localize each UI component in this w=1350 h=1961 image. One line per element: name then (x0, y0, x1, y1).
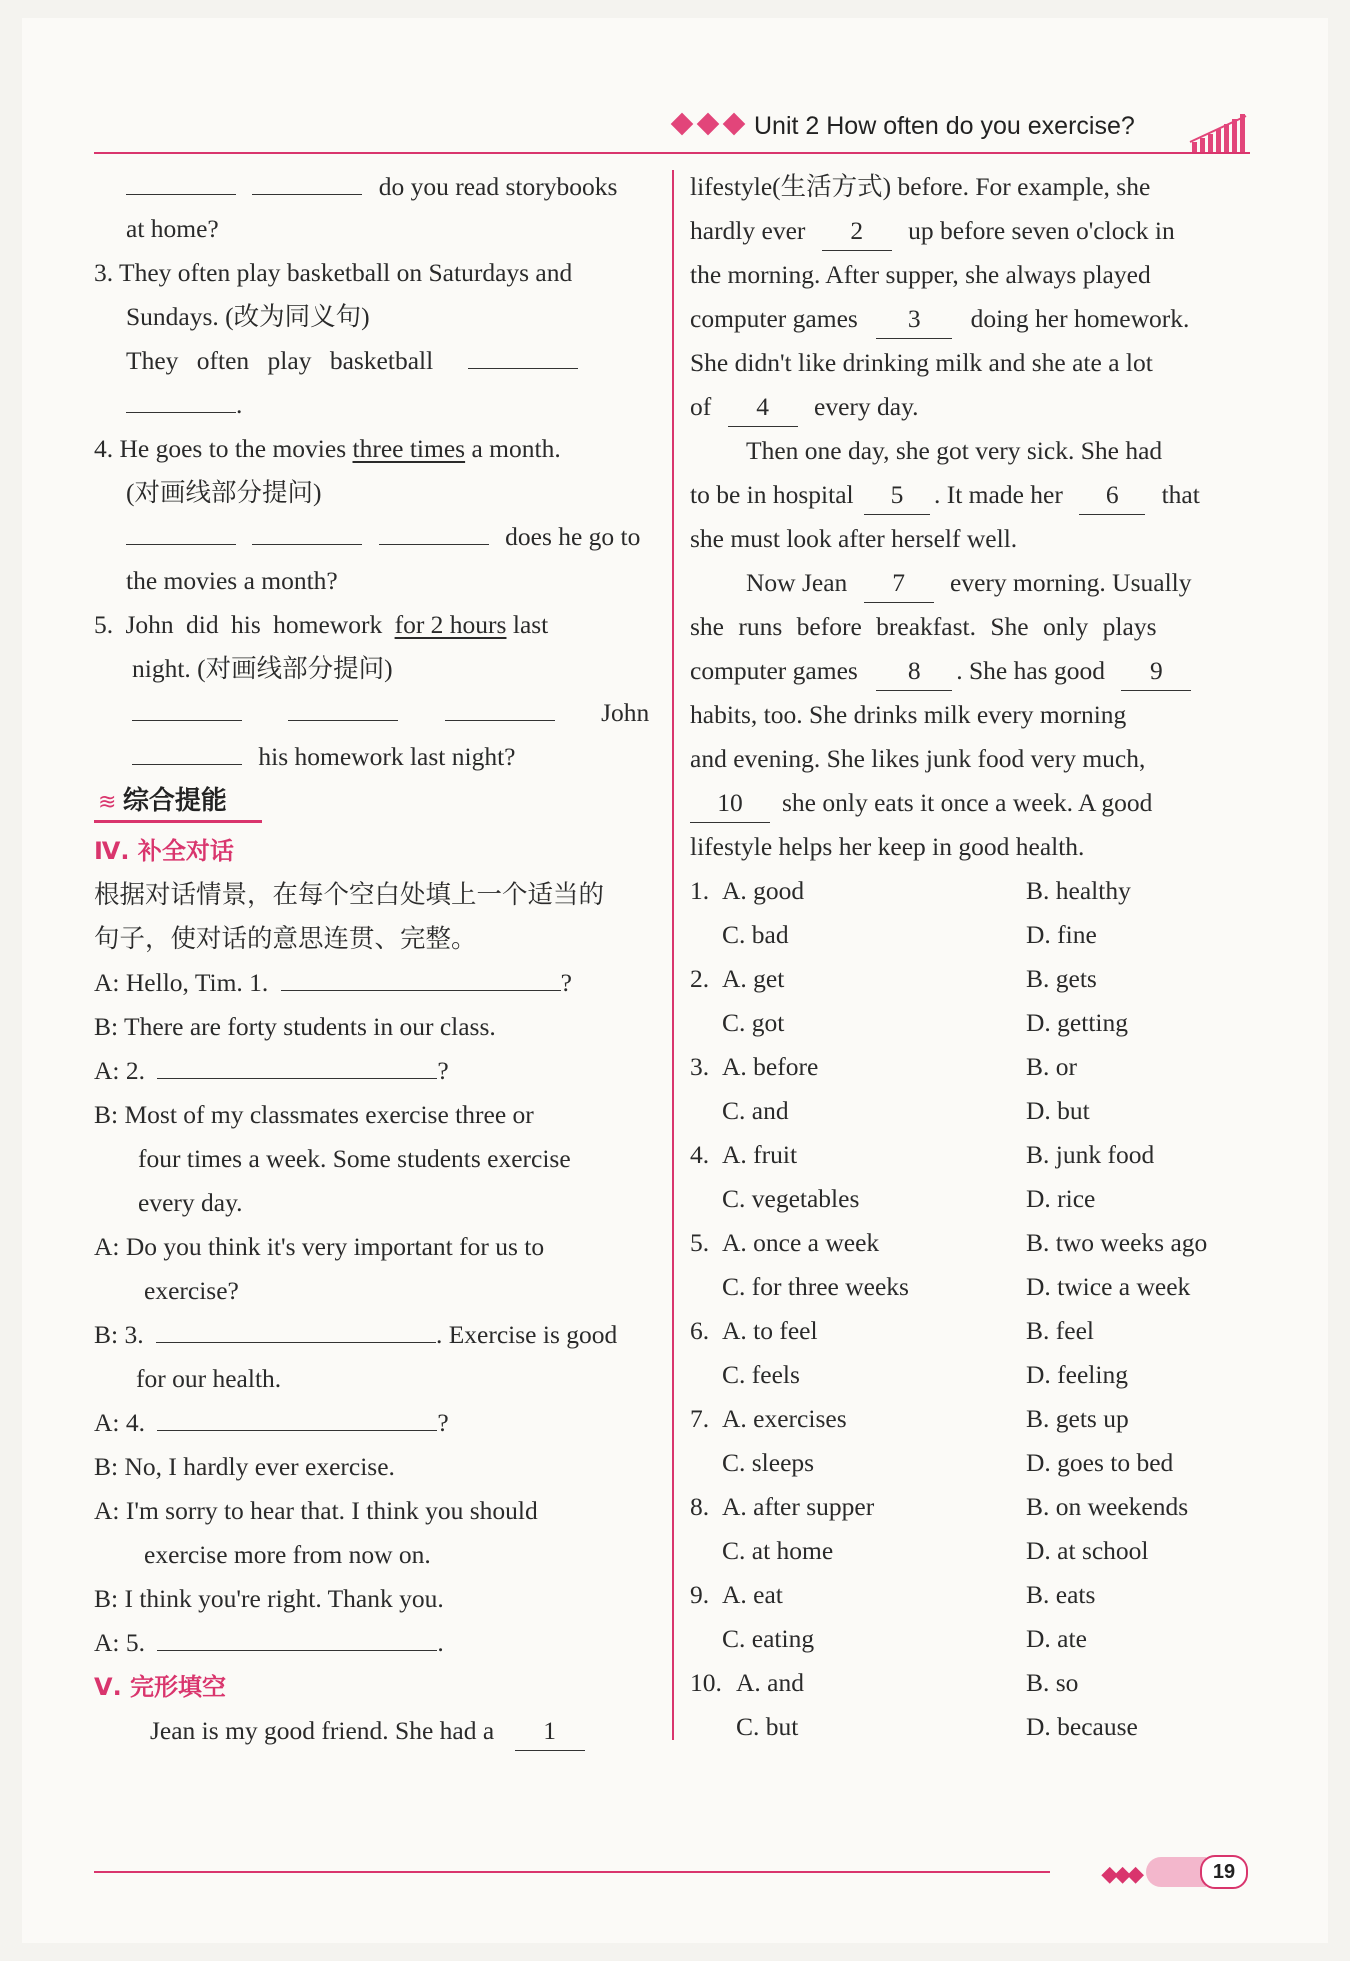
dialogue-text: A: 2. (94, 1056, 145, 1085)
cloze-blank[interactable]: 3 (876, 300, 952, 339)
answer-blank[interactable] (132, 694, 242, 721)
dialogue-text: . Exercise is good (435, 1320, 618, 1349)
cloze-text: Now Jean (746, 568, 848, 597)
dialogue-line-4 (94, 1404, 449, 1442)
answer-blank[interactable] (157, 1404, 437, 1431)
section-banner (98, 782, 227, 821)
section-4-heading: Ⅳ. 补全对话 (94, 837, 234, 865)
answer-blank[interactable] (468, 342, 578, 369)
cloze-blank[interactable]: 7 (864, 564, 934, 603)
option-d[interactable]: D. twice a week (1026, 1272, 1191, 1301)
option-a[interactable]: A. fruit (722, 1140, 798, 1169)
sentence-text: at home? (126, 214, 219, 243)
cloze-blank[interactable]: 6 (1079, 476, 1145, 515)
answer-blank[interactable] (126, 518, 236, 545)
header-rule (94, 152, 1250, 154)
cloze-text: lifestyle(生活方式) before. For example, she (690, 172, 1151, 201)
dialogue-line-1 (94, 964, 572, 1002)
cloze-text: hardly ever (690, 216, 806, 245)
option-d[interactable]: D. ate (1026, 1624, 1087, 1653)
dialogue-text: exercise? (144, 1276, 239, 1305)
underlined-phrase: for 2 hours (394, 610, 507, 639)
option-b[interactable]: B. so (1026, 1668, 1079, 1697)
option-a[interactable]: A. get (722, 964, 785, 993)
cloze-text: . She has good (956, 656, 1105, 685)
cloze-text: the morning. After supper, she always played (690, 260, 1151, 289)
dialogue-text: A: Do you think it's very important for us to (94, 1232, 545, 1261)
punctuation: . (437, 1628, 444, 1657)
option-c[interactable]: C. bad (722, 920, 789, 949)
q2-line (94, 168, 617, 206)
option-c[interactable]: C. and (722, 1096, 789, 1125)
answer-blank[interactable] (156, 1316, 436, 1343)
option-d[interactable]: D. feeling (1026, 1360, 1128, 1389)
option-c[interactable]: C. for three weeks (722, 1272, 909, 1301)
answer-blank[interactable] (157, 1052, 437, 1079)
answer-blank[interactable] (126, 386, 236, 413)
cloze-line (690, 476, 1200, 515)
page-footer (94, 1855, 1250, 1895)
dialogue-text: four times a week. Some students exercise (138, 1144, 571, 1173)
dialogue-text: B: I think you're right. Thank you. (94, 1584, 444, 1613)
dialogue-text: B: 3. (94, 1320, 144, 1349)
cloze-text: to be in hospital (690, 480, 854, 509)
option-c[interactable]: C. got (722, 1008, 785, 1037)
option-number: 1. (690, 876, 710, 905)
cloze-line (690, 300, 1189, 339)
punctuation: ? (560, 968, 572, 997)
option-d[interactable]: D. getting (1026, 1008, 1128, 1037)
cloze-text: Jean is my good friend. She had a (150, 1716, 495, 1745)
cloze-blank[interactable]: 5 (864, 476, 930, 515)
option-c[interactable]: C. at home (722, 1536, 834, 1565)
option-a[interactable]: A. good (722, 876, 805, 905)
cloze-text: up before seven o'clock in (908, 216, 1175, 245)
option-number: 3. (690, 1052, 710, 1081)
dialogue-text: A: I'm sorry to hear that. I think you should (94, 1496, 538, 1525)
sentence-text: does he go to (505, 522, 641, 551)
cloze-line (746, 564, 1192, 603)
option-number: 7. (690, 1404, 710, 1433)
instruction-text: 根据对话情景，在每个空白处填上一个适当的 (94, 880, 605, 909)
answer-blank[interactable] (132, 738, 242, 765)
option-c[interactable]: C. but (736, 1712, 799, 1741)
sentence-text: the movies a month? (126, 566, 338, 595)
cloze-text: she must look after herself well. (690, 524, 1018, 553)
column-divider (672, 170, 674, 1740)
option-a[interactable]: A. eat (722, 1580, 783, 1609)
option-d[interactable]: D. at school (1026, 1536, 1149, 1565)
question-5-answer (132, 694, 649, 732)
sentence-text: 5. John did his homework (94, 610, 395, 639)
cloze-line (690, 652, 1191, 691)
question-3-answer-cont: . (126, 386, 242, 424)
cloze-text: she runs before breakfast. She only plays (690, 612, 1157, 641)
cloze-text: and evening. She likes junk food very much, (690, 744, 1146, 773)
sentence-text: his homework last night? (258, 742, 516, 771)
option-a[interactable]: A. after supper (722, 1492, 875, 1521)
banner-rule (94, 820, 262, 823)
dialogue-text: B: Most of my classmates exercise three or (94, 1100, 534, 1129)
option-d[interactable]: D. but (1026, 1096, 1090, 1125)
option-b[interactable]: B. gets (1026, 964, 1097, 993)
cloze-blank[interactable]: 9 (1121, 652, 1191, 691)
question-4-answer (126, 518, 640, 556)
dialogue-text: B: No, I hardly ever exercise. (94, 1452, 395, 1481)
option-number: 2. (690, 964, 710, 993)
answer-blank[interactable] (252, 168, 362, 195)
option-d[interactable]: D. because (1026, 1712, 1138, 1741)
bar-graph-icon (1188, 112, 1250, 154)
answer-blank[interactable] (126, 168, 236, 195)
cloze-line (690, 212, 1175, 251)
option-b[interactable]: B. on weekends (1026, 1492, 1189, 1521)
option-a[interactable]: A. and (736, 1668, 804, 1697)
cloze-line (690, 784, 1152, 823)
option-number: 9. (690, 1580, 710, 1609)
option-d[interactable]: D. rice (1026, 1184, 1096, 1213)
cloze-line (690, 388, 919, 427)
option-number: 5. (690, 1228, 710, 1257)
answer-blank[interactable] (379, 518, 489, 545)
cloze-text: of (690, 392, 712, 421)
sentence-text: a month. (465, 434, 561, 463)
cloze-text: habits, too. She drinks milk every morning (690, 700, 1127, 729)
question-4 (94, 430, 561, 468)
option-d[interactable]: D. fine (1026, 920, 1097, 949)
dialogue-text: A: Hello, Tim. 1. (94, 968, 269, 997)
dialogue-text: exercise more from now on. (144, 1540, 431, 1569)
cloze-text: lifestyle helps her keep in good health. (690, 832, 1085, 861)
cloze-text: she only eats it once a week. A good (782, 788, 1153, 817)
option-b[interactable]: B. or (1026, 1052, 1077, 1081)
dialogue-text: A: 5. (94, 1628, 145, 1657)
cloze-text: She didn't like drinking milk and she ate a lot (690, 348, 1153, 377)
diamond-decoration-icon (674, 116, 748, 132)
option-b[interactable]: B. gets up (1026, 1404, 1129, 1433)
option-a[interactable]: A. before (722, 1052, 819, 1081)
underlined-phrase: three times (352, 434, 466, 463)
option-b[interactable]: B. healthy (1026, 876, 1131, 905)
option-a[interactable]: A. exercises (722, 1404, 847, 1433)
answer-blank[interactable] (445, 694, 555, 721)
page-header (94, 112, 1250, 158)
book-stack-icon: ≋ (98, 789, 117, 814)
option-number: 6. (690, 1316, 710, 1345)
page-number: 19 (1200, 1855, 1248, 1889)
question-3-instruction: Sundays. (改为同义句) (126, 302, 370, 331)
option-b[interactable]: B. junk food (1026, 1140, 1155, 1169)
cloze-text: . It made her (933, 480, 1063, 509)
diamond-decoration-icon: ◆◆◆ (1101, 1861, 1140, 1886)
option-c[interactable]: C. eating (722, 1624, 815, 1653)
option-a[interactable]: A. to feel (722, 1316, 818, 1345)
unit-title: Unit 2 How often do you exercise? (754, 112, 1135, 140)
cloze-text: that (1161, 480, 1200, 509)
sentence-text: They often play basketball (126, 346, 434, 375)
cloze-text: computer games (690, 304, 858, 333)
cloze-blank[interactable]: 2 (822, 212, 892, 251)
dialogue-text: B: There are forty students in our class. (94, 1012, 496, 1041)
answer-blank[interactable] (157, 1624, 437, 1651)
option-b[interactable]: B. two weeks ago (1026, 1228, 1208, 1257)
question-5-instruction: night. (对画线部分提问) (132, 654, 393, 683)
option-c[interactable]: C. feels (722, 1360, 800, 1389)
dialogue-line-3 (94, 1316, 617, 1354)
footer-rule (94, 1871, 1050, 1873)
answer-blank[interactable] (281, 964, 561, 991)
answer-blank[interactable] (252, 518, 362, 545)
cloze-text: doing her homework. (970, 304, 1190, 333)
dialogue-text: for our health. (136, 1364, 282, 1393)
dialogue-text: A: 4. (94, 1408, 145, 1437)
answer-blank[interactable] (288, 694, 398, 721)
question-4-instruction: (对画线部分提问) (126, 478, 322, 507)
banner-title: 综合提能 (122, 786, 227, 816)
option-c[interactable]: C. vegetables (722, 1184, 860, 1213)
question-3: 3. They often play basketball on Saturdays and (94, 258, 573, 287)
question-5-answer-cont (132, 738, 515, 776)
cloze-blank[interactable]: 10 (690, 784, 770, 823)
option-a[interactable]: A. once a week (722, 1228, 880, 1257)
cloze-text: Then one day, she got very sick. She had (746, 436, 1163, 465)
option-number: 10. (690, 1668, 722, 1697)
option-b[interactable]: B. feel (1026, 1316, 1094, 1345)
option-c[interactable]: C. sleeps (722, 1448, 815, 1477)
cloze-blank[interactable]: 1 (515, 1712, 585, 1751)
dialogue-line-5 (94, 1624, 444, 1662)
instruction-text: 句子，使对话的意思连贯、完整。 (94, 924, 477, 953)
question-3-answer (126, 342, 578, 380)
page-tab-decoration (1146, 1857, 1206, 1887)
sentence-text: John (601, 698, 650, 727)
cloze-blank[interactable]: 4 (728, 388, 798, 427)
dialogue-line-2 (94, 1052, 449, 1090)
option-d[interactable]: D. goes to bed (1026, 1448, 1174, 1477)
option-number: 4. (690, 1140, 710, 1169)
sentence-text: last (506, 610, 549, 639)
sentence-text: do you read storybooks (378, 172, 618, 201)
option-number: 8. (690, 1492, 710, 1521)
cloze-text: every morning. Usually (950, 568, 1192, 597)
cloze-text: computer games (690, 656, 858, 685)
question-5 (94, 606, 548, 644)
dialogue-text: every day. (138, 1188, 243, 1217)
cloze-blank[interactable]: 8 (876, 652, 952, 691)
punctuation: ? (437, 1056, 449, 1085)
option-b[interactable]: B. eats (1026, 1580, 1096, 1609)
section-5-heading: Ⅴ. 完形填空 (94, 1673, 227, 1701)
sentence-text: 4. He goes to the movies (94, 434, 353, 463)
punctuation: ? (437, 1408, 449, 1437)
cloze-text: every day. (814, 392, 919, 421)
cloze-first-line (150, 1712, 585, 1751)
